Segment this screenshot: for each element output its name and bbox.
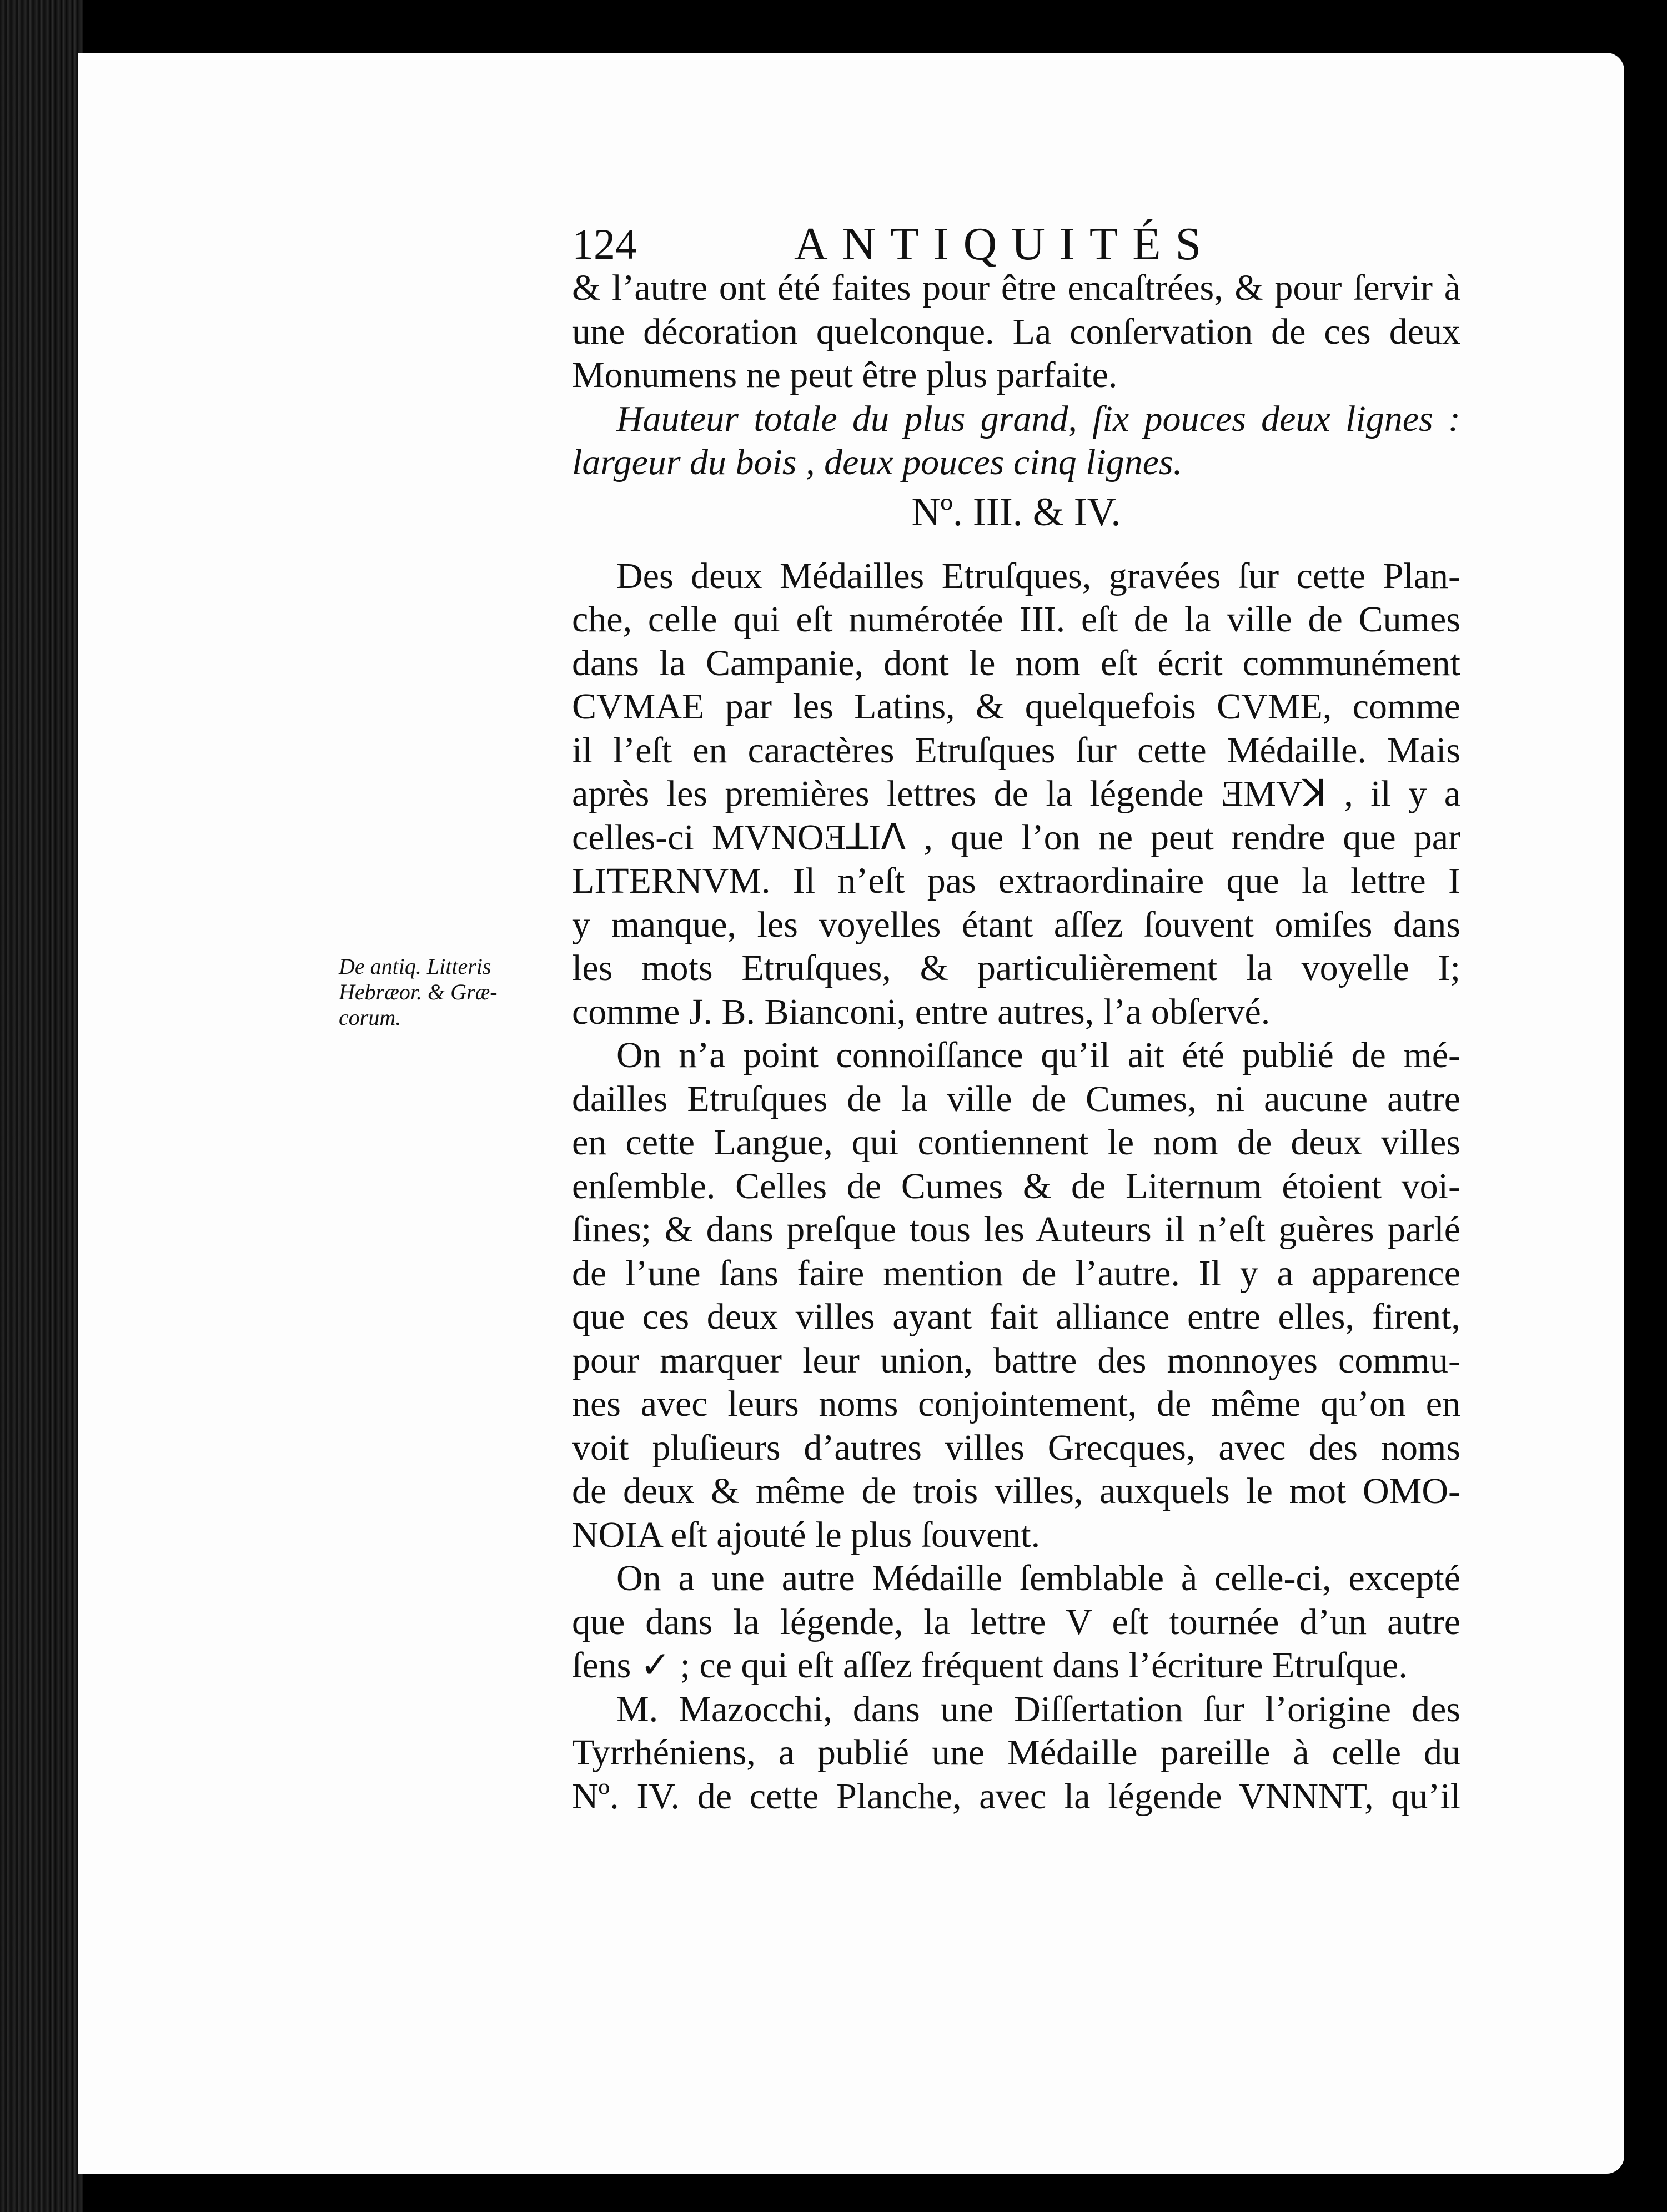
body-text [572, 267, 1460, 1818]
margin-note-line: De antiq. Litteris [339, 954, 491, 979]
text-line: Monumens ne peut être plus parfaite. [572, 355, 1118, 395]
text-line: On n’a point connoiſſance qu’il ait été publié de mé- [616, 1035, 1460, 1075]
text-line: Hauteur totale du plus grand, ſix pouces deux lignes : [616, 398, 1460, 439]
text-line: che, celle qui eſt numérotée III. eſt de la ville de Cumes [572, 599, 1460, 640]
text-line: pour marquer leur union, battre des monnoyes commu- [572, 1340, 1460, 1381]
text-line: en cette Langue, qui contiennent le nom de deux villes [572, 1122, 1460, 1163]
text-line: ſens ✓ ; ce qui eſt aſſez fréquent dans l’écriture Etruſque. [572, 1645, 1408, 1686]
text-line: nes avec leurs noms conjointement, de même qu’on en [572, 1384, 1460, 1424]
margin-note-line: Hebræor. & Græ- [339, 979, 498, 1004]
text-line: LITERNVM. Il n’eſt pas extraordinaire que la lettre I [572, 861, 1460, 901]
text-line: dailles Etruſques de la ville de Cumes, ni aucune autre [572, 1078, 1460, 1119]
text-line: comme J. B. Bianconi, entre autres, l’a obſervé. [572, 991, 1271, 1032]
text-line: Tyrrhéniens, a publié une Médaille pareille à celle du [572, 1732, 1460, 1773]
scanner-edge [0, 0, 83, 2212]
text-line: On a une autre Médaille ſemblable à celle-ci, excepté [616, 1558, 1460, 1598]
margin-note [339, 954, 561, 1030]
text-line: y manque, les voyelles étant aſſez ſouvent omiſes dans [572, 904, 1460, 945]
text-line: de l’une ſans faire mention de l’autre. Il y a apparence [572, 1253, 1460, 1294]
text-line: Nº. IV. de cette Planche, avec la légende VNNNT, qu’il [572, 1776, 1460, 1817]
text-line: & l’autre ont été faites pour être encaſtrées, & pour ſervir à [572, 268, 1460, 308]
text-line: ſines; & dans preſque tous les Auteurs il n’eſt guères parlé [572, 1209, 1460, 1250]
text-line: NOIA eſt ajouté le plus ſouvent. [572, 1514, 1041, 1555]
text-line: après les premières lettres de la légende ƎMVꓘ , il y a [572, 773, 1460, 814]
text-line: il l’eſt en caractères Etruſques ſur cette Médaille. Mais [572, 730, 1460, 771]
text-line: voit pluſieurs d’autres villes Grecques, avec des noms [572, 1427, 1460, 1468]
text-line: que dans la légende, la lettre V eſt tournée d’un autre [572, 1601, 1460, 1642]
section-heading: Nº. III. & IV. [911, 489, 1121, 534]
page-number: 124 [572, 220, 637, 268]
running-title: ANTIQUITÉS [794, 218, 1216, 270]
text-line: enſemble. Celles de Cumes & de Liternum étoient voi- [572, 1165, 1460, 1206]
text-line: CVMAE par les Latins, & quelquefois CVME, comme [572, 686, 1460, 727]
text-line: que ces deux villes ayant fait alliance entre elles, firent, [572, 1296, 1460, 1337]
text-line: dans la Campanie, dont le nom eſt écrit communément [572, 642, 1460, 683]
text-line: les mots Etruſques, & particulièrement la voyelle I; [572, 948, 1460, 988]
text-line: largeur du bois , deux pouces cinq lignes. [572, 442, 1183, 482]
text-line: Des deux Médailles Etruſques, gravées ſur cette Plan- [616, 555, 1460, 596]
text-line: une décoration quelconque. La conſervation de ces deux [572, 311, 1460, 352]
text-line: M. Mazocchi, dans une Diſſertation ſur l’origine des [616, 1688, 1460, 1730]
margin-note-line: corum. [339, 1005, 401, 1030]
text-line: celles-ci MVNOƎꓕIꓥ , que l’on ne peut rendre que par [572, 817, 1460, 858]
text-line: de deux & même de trois villes, auxquels le mot OMO- [572, 1471, 1460, 1511]
